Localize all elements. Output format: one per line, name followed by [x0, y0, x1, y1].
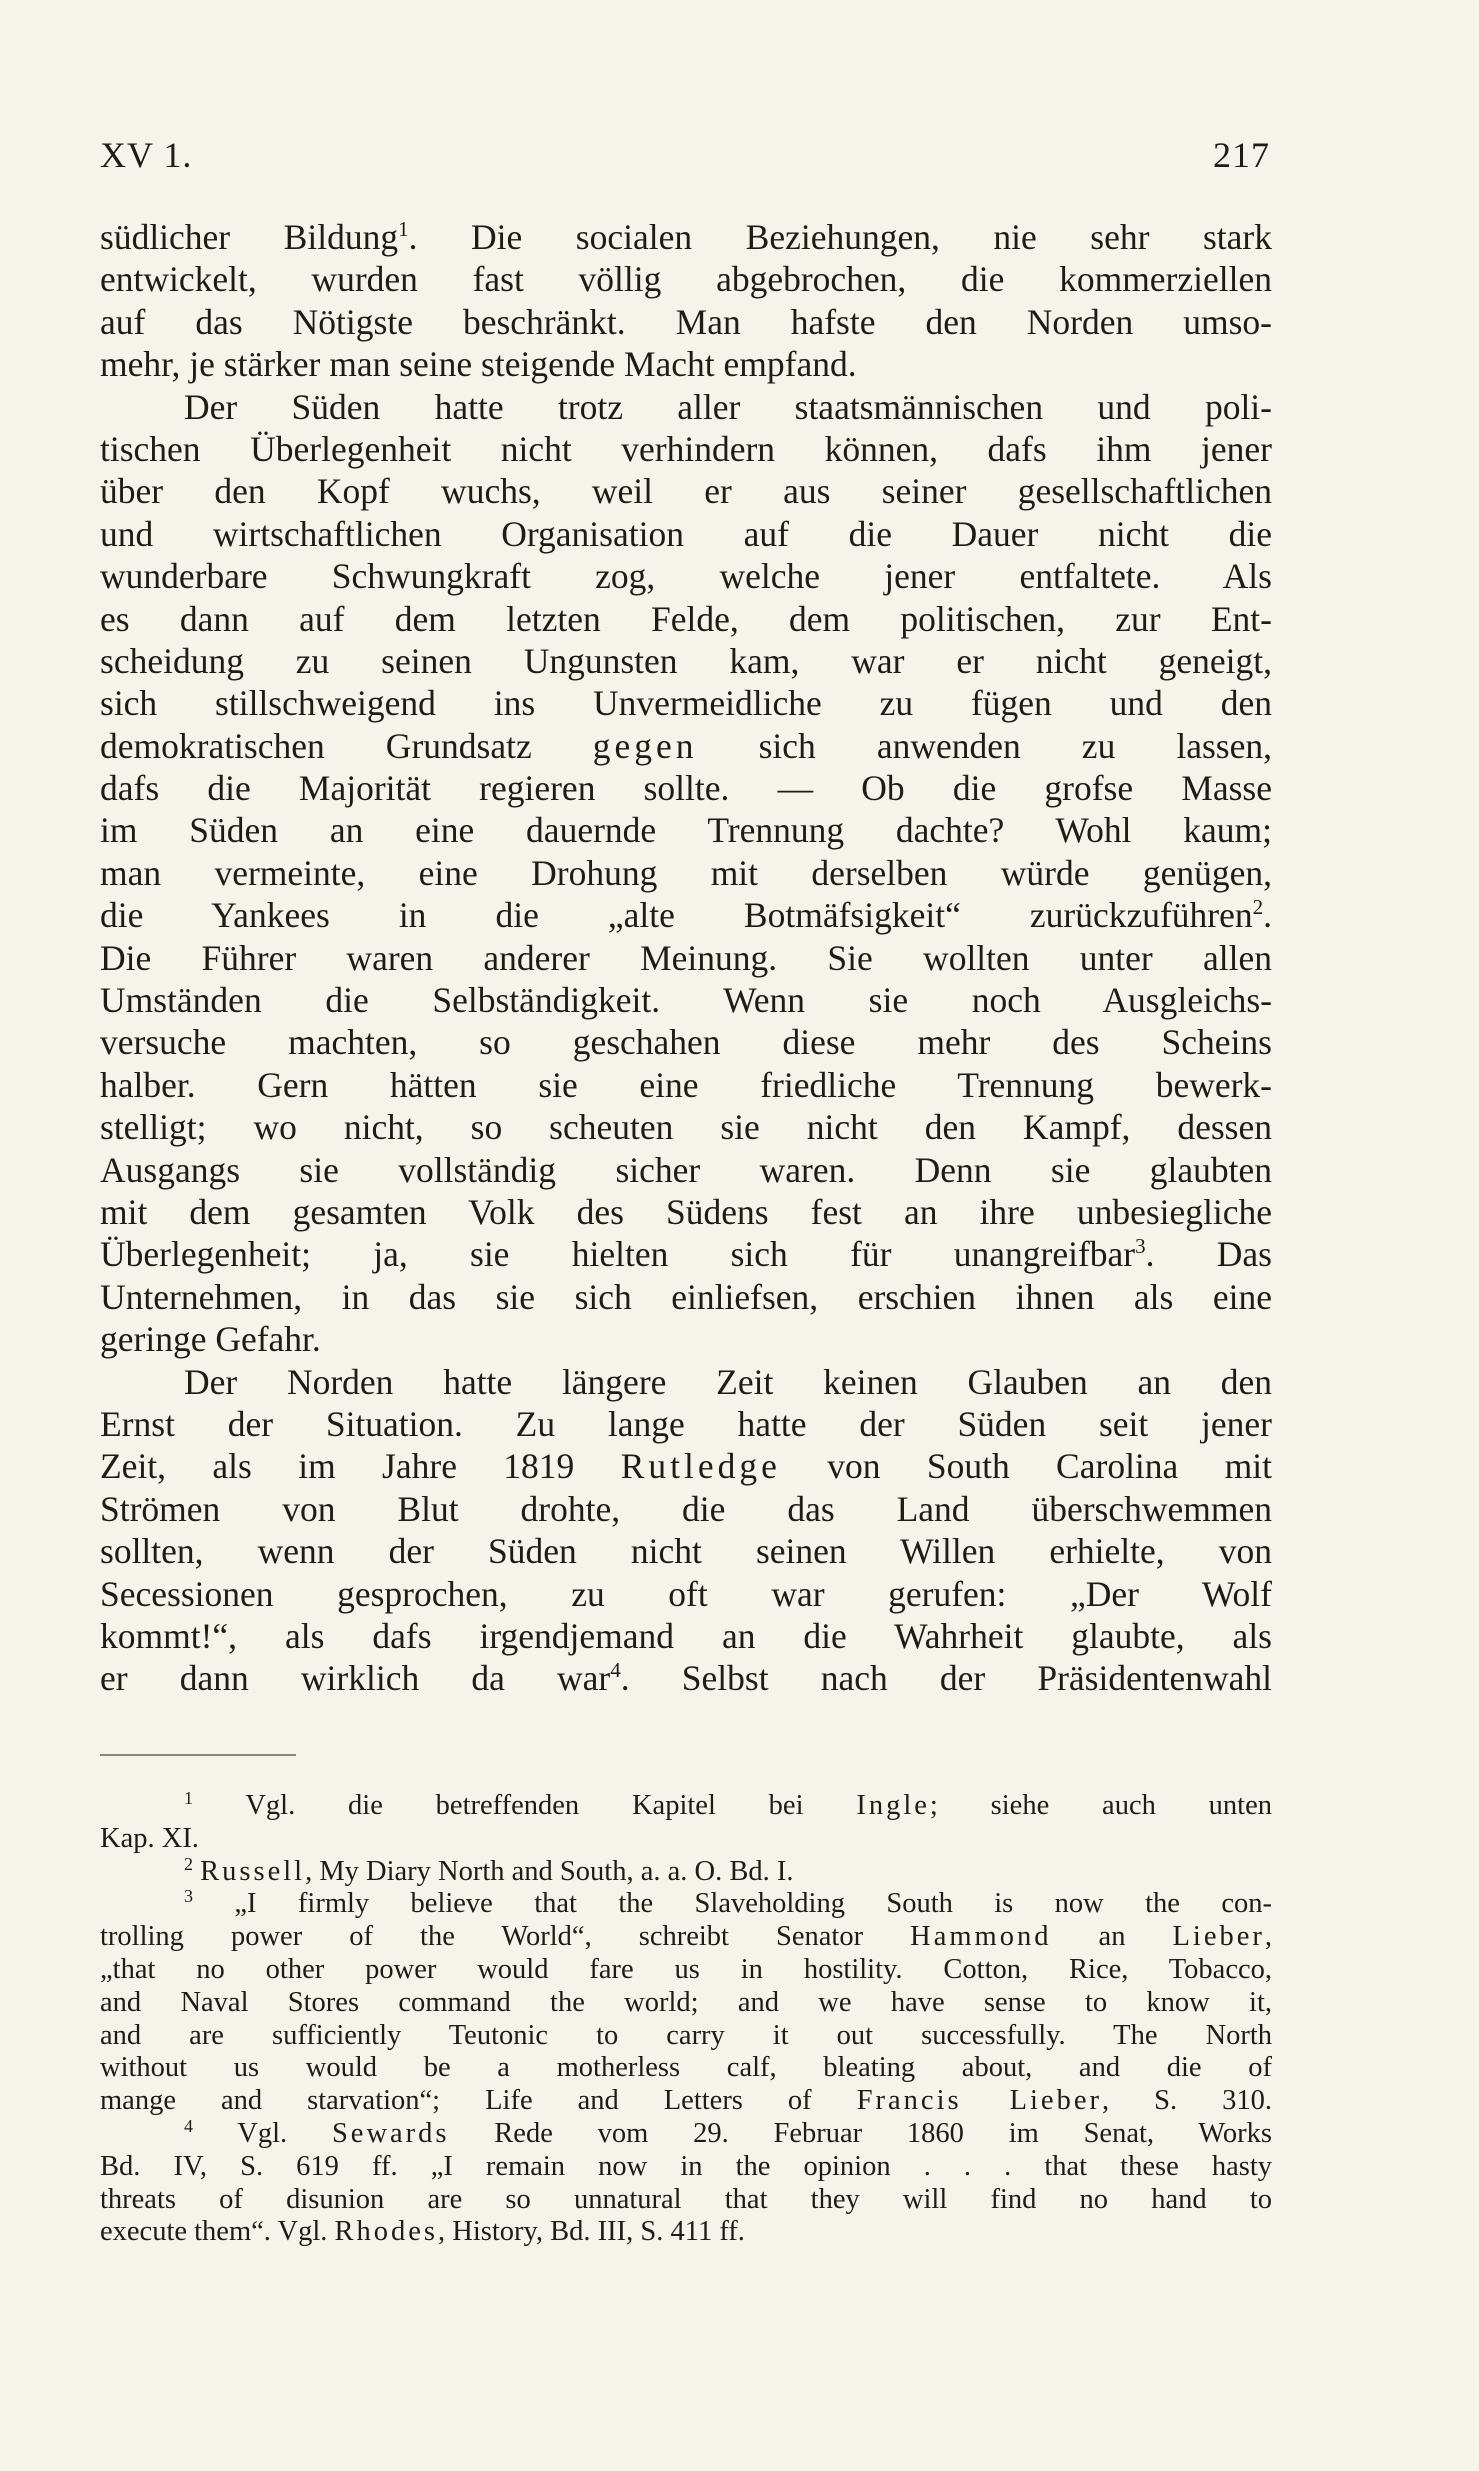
text-line: Zeit, als im Jahre 1819 Rutledge von South Carolina mit [100, 1446, 1273, 1487]
text-line: mehr, je stärker man seine steigende Macht empfand. [100, 344, 857, 385]
text-line: dafs die Majorität regieren sollte. — Ob die grofse Masse [100, 768, 1272, 809]
footnote-divider [100, 1754, 296, 1756]
text-line: man vermeinte, eine Drohung mit derselben würde genügen, [100, 852, 1272, 893]
emphasized-name: Ingle [856, 1790, 930, 1821]
text-line: scheidung zu seinen Ungunsten kam, war er nicht geneigt, [100, 640, 1272, 681]
text-line: im Süden an eine dauernde Trennung dachte? Wohl kaum; [100, 810, 1272, 851]
footnote-line: $^3$ „I firmly believe that the Slaveholding South is now the con- [184, 1886, 1272, 1920]
text-line: wunderbare Schwungkraft zog, welche jener entfaltete. Als [100, 556, 1272, 597]
emphasized-name: Hammond [910, 1921, 1052, 1953]
text-line: südlicher Bildung$^1$. Die socialen Beziehungen, nie sehr stark [100, 217, 1273, 257]
footnote-line: $^4$ Vgl. Sewards Rede vom 29. Februar 1860 im Senat, Works [184, 2115, 1272, 2149]
text-line: auf das Nötigste beschränkt. Man hafste den Norden umso- [100, 301, 1272, 342]
footnote-line: mange and starvation“; Life and Letters of Francis Lieber, S. 310. [100, 2085, 1272, 2117]
footnote-line: and are sufficiently Teutonic to carry it out successfully. The North [100, 2019, 1272, 2051]
footnote-number: 4 [184, 2115, 193, 2136]
footnote-line: execute them“. Vgl. Rhodes, History, Bd. III, S. 411 ff. [100, 2216, 745, 2248]
text-line: Unternehmen, in das sie sich einliefsen, erschien ihnen als eine [100, 1276, 1272, 1317]
text-line: Der Norden hatte längere Zeit keinen Glauben an den [184, 1361, 1272, 1402]
text-line: die Yankees in die „alte Botmäfsigkeit“ zurückzuführen$^2$. [100, 895, 1272, 936]
text-line: stelligt; wo nicht, so scheuten sie nicht den Kampf, dessen [100, 1107, 1272, 1148]
text-line: halber. Gern hätten sie eine friedliche Trennung bewerk- [100, 1064, 1272, 1105]
page-number: 217 [1213, 135, 1270, 175]
emphasized-name: Rhodes [334, 2216, 439, 2248]
footnote-line: without us would be a motherless calf, bleating about, and die of [100, 2052, 1272, 2084]
footnote-line: and Naval Stores command the world; and we have sense to know it, [100, 1986, 1272, 2018]
footnotes [100, 1790, 1272, 2249]
text-line: Überlegenheit; ja, sie hielten sich für unangreifbar$^3$. Das [100, 1234, 1272, 1275]
footnote-number: 1 [184, 1788, 193, 1808]
text-line: Der Süden hatte trotz aller staatsmännischen und poli- [184, 386, 1272, 427]
text-line: mit dem gesamten Volk des Südens fest an ihre unbesiegliche [100, 1191, 1272, 1232]
text-line: er dann wirklich da war$^4$. Selbst nach der Präsidentenwahl [100, 1658, 1272, 1699]
emphasized-name: Francis Lieber [856, 2085, 1102, 2117]
footnote-line: trolling power of the World“, schreibt Senator Hammond an Lieber, [100, 1921, 1272, 1953]
footnote-line: „that no other power would fare us in hostility. Cotton, Rice, Tobacco, [100, 1953, 1272, 1985]
footnote-line: Kap. XI. [100, 1822, 199, 1854]
text-line: Die Führer waren anderer Meinung. Sie wollten unter allen [100, 937, 1272, 978]
text-line: geringe Gefahr. [100, 1319, 321, 1360]
text-line: tischen Überlegenheit nicht verhindern können, dafs ihm jener [100, 428, 1272, 469]
footnote-number: 3 [184, 1886, 193, 1907]
text-line: entwickelt, wurden fast völlig abgebrochen, die kommerziellen [100, 259, 1272, 300]
text-line: Secessionen gesprochen, zu oft war gerufen: „Der Wolf [100, 1573, 1272, 1614]
footnote-line: Bd. IV, S. 619 ff. „I remain now in the opinion . . . that these hasty [100, 2150, 1272, 2182]
text-line: versuche machten, so geschahen diese mehr des Scheins [100, 1022, 1272, 1063]
text-line: Ernst der Situation. Zu lange hatte der Süden seit jener [100, 1403, 1272, 1444]
text-line: es dann auf dem letzten Felde, dem politischen, zur Ent- [100, 598, 1272, 639]
footnote-line: threats of disunion are so unnatural that they will find no hand to [100, 2183, 1272, 2215]
footnote-reference: 2 [1252, 895, 1264, 920]
text-line: Strömen von Blut drohte, die das Land überschwemmen [100, 1488, 1272, 1529]
text-line: demokratischen Grundsatz gegen sich anwenden zu lassen, [100, 725, 1273, 766]
text-line: Umständen die Selbständigkeit. Wenn sie noch Ausgleichs- [100, 980, 1272, 1021]
signature-mark: XV 1. [100, 135, 193, 175]
footnote-line: $^1$ Vgl. die betreffenden Kapitel bei Ingle; siehe auch unten [184, 1788, 1272, 1821]
text-line: über den Kopf wuchs, weil er aus seiner gesellschaftlichen [100, 471, 1272, 512]
emphasized-name: Rutledge [620, 1446, 781, 1487]
text-line: und wirtschaftlichen Organisation auf die Dauer nicht die [100, 513, 1272, 554]
emphasized-word: gegen [592, 725, 698, 766]
footnote-reference: 3 [1135, 1234, 1146, 1259]
text-line: sollten, wenn der Süden nicht seinen Willen erhielte, von [100, 1531, 1272, 1572]
main-text [100, 216, 1272, 1700]
footnote-reference: 4 [610, 1658, 621, 1683]
footnote-reference: 1 [398, 217, 409, 241]
emphasized-name: Sewards [331, 2117, 450, 2149]
text-line: sich stillschweigend ins Unvermeidliche zu fügen und den [100, 683, 1272, 724]
footnote-line: $^2$ Russell, My Diary North and South, a. a. O. Bd. I. [184, 1853, 794, 1887]
text-line: kommt!“, als dafs irgendjemand an die Wahrheit glaubte, als [100, 1615, 1272, 1656]
emphasized-name: Russell [200, 1855, 306, 1887]
text-line: Ausgangs sie vollständig sicher waren. Denn sie glaubten [100, 1149, 1272, 1190]
footnote-number: 2 [184, 1853, 193, 1874]
running-header [100, 134, 1270, 184]
emphasized-name: Lieber [1172, 1921, 1265, 1953]
